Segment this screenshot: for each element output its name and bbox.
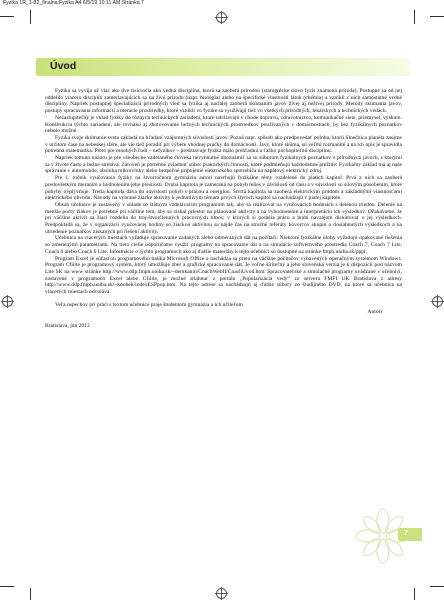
print-slug-line: Fyzika 1R_1-82_finalna:Fyzika A4 6/5/19 10:11 AM Stránka 7 (3, 0, 144, 6)
page-number-tab (398, 528, 422, 541)
registration-mark-bottom (216, 588, 227, 599)
crop-mark-top-left-v (30, 10, 31, 24)
signature-row (45, 309, 402, 316)
paragraph: Fyzika sa vyvíja už viac ako dve tisícročia ako vedná disciplína, ktorá sa zaoberá prírodou (starogrécke slovo fyzis znamená príroda). Postupne sa od nej oddelilo viacero disciplín zameriavajúcich sa na živú prírodu (napr. biológia) alebo na špecifické vlastnosti látok (chémia) a vznikli z nich samostatné vedné disciplíny. Napriek postupnej špecializácii prírodných vied sa fyzika aj naďalej zaoberá skúmaním javov živej aj neživej prírody. Metódy skúmania javov, postupy spracovania informácií a meracie prostriedky, ktoré vznikli vo fyzike sa využívajú tiež vo všetkých prírodných, lekárskych a technických vedách. (45, 88, 402, 115)
paragraph: Napriek tomuto názoru je pre všeobecne vzdelaného človeka nevyhnutné oboznámiť sa so súborom fyzikálnych poznatkov o prírodných javoch, s ktorými sa v živote často a bežne stretáva. Zároveň je potrebné zvládnuť súbor praktických činností, ktoré podmieňujú každodenné prežitie: Fyzikálny základ má aj naše správanie v automobile, obsluha mikrovlnky alebo bezpečné pripojenie elektrického spotrebiča na napätový elektrický zdroj. (45, 155, 402, 175)
crop-mark-top-left (0, 16, 14, 17)
chapter-header-band (36, 58, 410, 76)
registration-mark-top (216, 12, 227, 23)
closing-line: Veľa úspechov pri práci s textom učebnice praje študentom gymnázia a ich učiteľom (55, 302, 243, 309)
paragraph: Učebnica na viacerých miestach vyžaduje spracovanie zadaných alebo odmeraných dát na počítači. Niektoré fyzikálne úlohy vyžadujú opakované riešenia so zmenenými parametrami. Na tieto cielie odporúčame využiť programy na spracovanie dát a na simulácie softvérového prostredia Coach 7, Coach 7 Lite, Coach 6 alebo Coach 6 Lite. Informácie o týchto programoch ako aj ďalšie materiály k tejto učebnici sú dostupné na stránke fmph.uniba.sk/pppl. (45, 235, 402, 255)
registration-mark-left (2, 296, 13, 307)
chapter-title: Úvod (50, 60, 77, 72)
page-number: 7 (404, 530, 408, 537)
registration-mark-right (432, 296, 443, 307)
print-header-bar (0, 0, 444, 10)
crop-mark-bottom-right (430, 586, 444, 587)
crop-mark-bottom-left-v (30, 588, 31, 600)
crop-mark-bottom-left (0, 586, 14, 587)
paragraph: Pre 1. ročník vyučovania fyziky na štvorročnom gymnáziu autori navrhujú fyzikálne témy rozdelené do piatich kapitol. Prvá z nich sa zaoberá predovšetkým meraním a hodnotením jeho presnosti. Druhá kapitola je zameraná na pohyb telies v závislosti od času a v súvislosti so silovým pôsobením, ktoré pohyby ovplyvňuje. Tretia kapitola dáva do súvislosti pohyb s prácou a energiou. Štvrtá kapitola sa zaoberá elektrickým prúdom a základnými vlastnosťami elektrického obvodu. Návody na vybrané žiacke aktivity k jednotlivým témam prvých štyroch kapitol sa nachádzajú v piatej kapitole. (45, 175, 402, 202)
crop-mark-bottom-right-v (414, 588, 415, 600)
body-text (45, 88, 402, 329)
paragraph: Nezastupiteľný je vklad fyziky do rôznych technických zariadení, ktoré udržiavajú v chode dopravu, zdravotníctvo, komunikačné siete, priemysel, výskum. Konštrukcia týchto zariadení, ale rovnako aj zhotovovanie bežných technických prostriedkov používaných v domácnostiach, by bez fyzikálnych poznatkov nebolo možné. (45, 114, 402, 135)
crop-mark-top-right (430, 16, 444, 17)
paragraph: Obsah učebnice je zostavený v súlade so štátnym vzdelávacím programom tak, aby sa realizoval na vyučovacích hodinách s delenou triedou. Delenie na menšie počty žiakov je potrebné pri väčšine tém, aby sa získal priestor na plánované aktivity a na vyhodnotenie a interpretáciu ich výsledkov. Očakávame, že pri väčšine aktivít sa žiaci rozdelia do troj-štvorčlenných pracovných tímov, v ktorých si podelia prácu a budú navzájom diskutovať o jej výsledkoch. Predpokladá sa, že v organizácii vyučovacej hodiny so žiackou aktivitou sa nájde čas na stručné referáty hovorcov skupín o dosiahnutých výsledkoch a na utriedenie poznatkov získaných pri riešení aktivity. (45, 201, 402, 235)
place-date: Bratislava, jún 2012 (45, 322, 90, 329)
signature: Autori (367, 309, 382, 315)
paragraph: Program Excel je súčasťou programového balíka Microsoft Office a nachádza sa preto na väčšine počítačov vybavených operačným systémom Windows. Program Cfiiite je programový systém, ktorý umožňuje zber a grafické spracovanie dát. Je voľne šíriteľný a jeho slovenská verzia je k dispozícii pod názvom Lite SK na www stránke http://www.ddp.fmph.uniba.sk/~demkanin/CoachWebII/CoachUvod.htm. Spracovateľské a simulačné programy uvádzané v učebnici, zostavené v programoch Excel alebo Cfiiite, je možné stiahnuť z portálu „Popularizácia vedy“ zo servera FMFI UK Bratislava z adresy http://www.ddp.fmph.uniba.sk/~koubek/indexESPpop.htm. Na tejto adrese sa nachádzajú aj ďalšie súbory zo študijného DVD, na ktoré sa učebnica na viacerých miestach odvoláva. (45, 255, 402, 296)
crop-mark-top-right-v (414, 10, 415, 24)
paragraph: Fyzika svoje skúmanie sveta zakladá na hľadaní vzájomných súvislostí javov. Pozná napr. spôsob ako predpovedať polohu, ktorú Slnečnica planéta zaujme v určitom čase na nebeskej sfére, ale vie tiež poradiť pri výbere vhodnej práčky do domácnosti. Javy, ktoré skúma, sú veľmi rozmanité a na ich opis je spravidla potrebná matematika. Preto pre mnohých ľudí – nefyzikov – predstavuje fyzika málo prehľadnú a ťažko pochopiteľnú disciplínu. (45, 134, 402, 155)
